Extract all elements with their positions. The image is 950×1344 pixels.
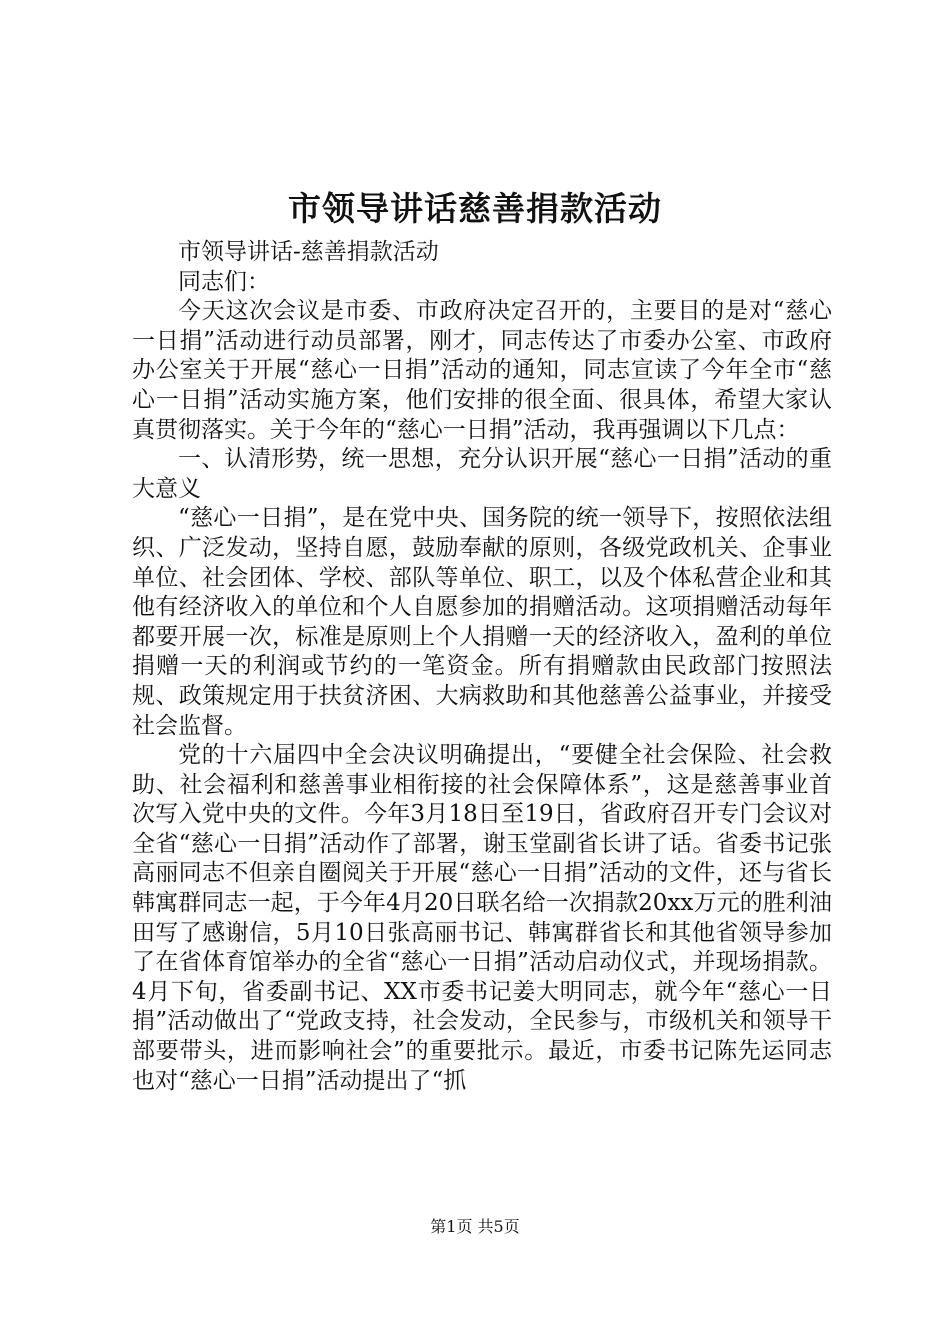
subtitle-paragraph: 市领导讲话-慈善捐款活动 xyxy=(178,239,439,265)
document-title: 市领导讲话慈善捐款活动 xyxy=(288,189,662,228)
body-paragraph: “慈心一日捐”，是在党中央、国务院的统一领导下，按照依法组织、广泛发动，坚持自愿，鼓励奉献的原则，各级党政机关、企事业单位、社会团体、学校、部队等单位、职工，以及个体私营企业和其他有经济收入的单位和个人自愿参加的捐赠活动。这项捐赠活动每年都要开展一次，标准是原则上个人捐赠一天的经济收入，盈利的单位捐赠一天的利润或节约的一笔资金。所有捐赠款由民政部门按照法规、政策规定用于扶贫济困、大病救助和其他慈善公益事业，并接受社会监督。 xyxy=(132,505,832,739)
document-body xyxy=(132,238,832,1096)
page-footer: 第1页 共5页 xyxy=(430,1217,520,1236)
body-paragraph: 党的十六届四中全会决议明确提出，“要健全社会保险、社会救助、社会福利和慈善事业相衔接的社会保障体系”，这是慈善事业首次写入党中央的文件。今年3月18日至19日，省政府召开专门会议对全省“慈心一日捐”活动作了部署，谢玉堂副省长讲了话。省委书记张高丽同志不但亲自圈阅关于开展“慈心一日捐”活动的文件，还与省长韩寓群同志一起，于今年4月20日联名给一次捐款20xx万元的胜利油田写了感谢信，5月10日张高丽书记、韩寓群省长和其他省领导参加了在省体育馆举办的全省“慈心一日捐”活动启动仪式，并现场捐款。4月下旬，省委副书记、XX市委书记姜大明同志，就今年“慈心一日捐”活动做出了“党政支持，社会发动，全民参与，市级机关和领导干部要带头，进而影响社会”的重要批示。最近，市委书记陈先运同志也对“慈心一日捐”活动提出了“抓 xyxy=(132,742,832,1094)
section-heading: 一、认清形势，统一思想，充分认识开展“慈心一日捐”活动的重大意义 xyxy=(132,446,832,502)
body-paragraph: 今天这次会议是市委、市政府决定召开的，主要目的是对“慈心一日捐”活动进行动员部署，刚才，同志传达了市委办公室、市政府办公室关于开展“慈心一日捐”活动的通知，同志宣读了今年全市“慈心一日捐”活动实施方案，他们安排的很全面、很具体，希望大家认真贯彻落实。关于今年的“慈心一日捐”活动，我再强调以下几点： xyxy=(132,298,832,443)
salutation-paragraph: 同志们： xyxy=(178,268,270,295)
